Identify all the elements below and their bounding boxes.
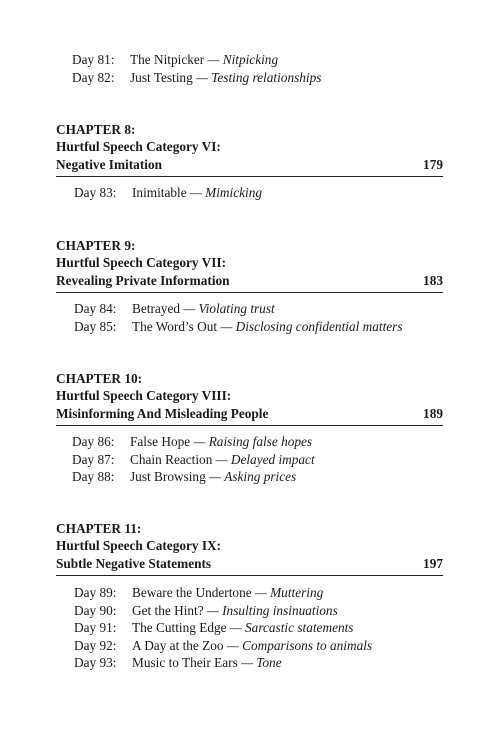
em-dash: — (206, 602, 219, 618)
chapter-title: Subtle Negative Statements (56, 555, 212, 571)
list-item (74, 654, 372, 672)
em-dash: — (226, 637, 239, 653)
em-dash: — (207, 52, 220, 67)
chapter-title-row (56, 405, 443, 426)
day-number: Day 90: (74, 602, 117, 618)
day-number: Day 92: (74, 637, 117, 653)
entry-description: Nitpicking (222, 52, 279, 67)
chapter-category: Hurtful Speech Category VIII: (56, 388, 232, 404)
chapter-label: CHAPTER 10: (56, 371, 143, 386)
chapter-title: Revealing Private Information (56, 272, 230, 288)
list-item (72, 69, 321, 87)
list-item (74, 184, 262, 202)
em-dash: — (241, 655, 253, 671)
list-item (74, 602, 372, 620)
em-dash: — (189, 185, 202, 200)
day-number: Day 87: (72, 451, 115, 467)
entry-title: The Nitpicker (130, 52, 205, 67)
list-item (72, 433, 315, 451)
chapter-title-row (56, 272, 443, 293)
em-dash: — (183, 301, 196, 316)
page-number: 179 (423, 156, 443, 172)
entry-title: Just Browsing (130, 469, 206, 485)
chapter-label: CHAPTER 9: (56, 238, 136, 253)
entry-description: Asking prices (224, 469, 297, 485)
entry-description: Violating trust (198, 301, 275, 316)
entry-title: Betrayed (132, 301, 180, 316)
page-number: 183 (423, 272, 443, 288)
list-item (74, 584, 372, 602)
day-list (72, 433, 315, 486)
em-dash: — (254, 585, 267, 600)
entry-title: Inimitable (132, 185, 187, 200)
entry-description: Comparisons to animals (242, 637, 373, 653)
chapter-title: Misinforming And Misleading People (56, 405, 269, 421)
entry-description: Insulting insinuations (222, 602, 338, 618)
em-dash: — (215, 451, 228, 467)
list-item (72, 468, 315, 486)
em-dash: — (220, 318, 233, 334)
chapter-heading (56, 370, 443, 426)
day-list (72, 51, 321, 86)
day-list (74, 584, 372, 672)
day-number: Day 86: (72, 434, 115, 449)
entry-title: A Day at the Zoo (132, 637, 224, 653)
entry-description: Muttering (270, 585, 324, 600)
list-item (72, 451, 315, 469)
chapter-category: Hurtful Speech Category VI: (56, 139, 221, 155)
entry-description: Delayed impact (230, 451, 315, 467)
entry-title: The Cutting Edge (132, 620, 227, 636)
em-dash: — (229, 620, 242, 636)
list-item (74, 619, 372, 637)
day-number: Day 83: (74, 185, 117, 200)
entry-title: False Hope (130, 434, 191, 449)
chapter-heading (56, 237, 443, 293)
page-number: 197 (423, 555, 443, 571)
entry-description: Raising false hopes (208, 434, 313, 449)
day-number: Day 81: (72, 52, 115, 67)
chapter-category: Hurtful Speech Category IX: (56, 538, 222, 554)
chapter-heading (56, 121, 443, 177)
entry-description: Testing relationships (211, 69, 322, 85)
chapter-heading (56, 520, 443, 576)
chapter-category: Hurtful Speech Category VII: (56, 255, 227, 271)
chapter-title: Negative Imitation (56, 156, 162, 172)
list-item (74, 318, 403, 336)
chapter-label: CHAPTER 11: (56, 521, 142, 536)
chapter-label: CHAPTER 8: (56, 122, 136, 137)
list-item (74, 300, 403, 318)
chapter-title-row (56, 555, 443, 576)
day-list (74, 300, 403, 335)
chapter-title-row (56, 156, 443, 177)
day-number: Day 84: (74, 301, 117, 316)
entry-description: Mimicking (205, 185, 263, 200)
day-number: Day 91: (74, 620, 117, 636)
em-dash: — (196, 69, 208, 85)
day-number: Day 88: (72, 469, 115, 485)
entry-title: Beware the Undertone (132, 585, 252, 600)
page-number: 189 (423, 405, 443, 421)
day-list (74, 184, 262, 202)
day-number: Day 89: (74, 585, 117, 600)
day-number: Day 93: (74, 655, 117, 671)
entry-title: Chain Reaction (130, 451, 213, 467)
list-item (74, 637, 372, 655)
day-number: Day 85: (74, 318, 117, 334)
em-dash: — (193, 434, 206, 449)
entry-title: The Word’s Out (132, 318, 218, 334)
entry-title: Music to Their Ears (132, 655, 238, 671)
day-number: Day 82: (72, 69, 115, 85)
entry-title: Just Testing (130, 69, 193, 85)
entry-title: Get the Hint? (132, 602, 204, 618)
list-item (72, 51, 321, 69)
entry-description: Sarcastic statements (245, 620, 354, 636)
entry-description: Disclosing confidential matters (235, 318, 403, 334)
em-dash: — (209, 469, 221, 485)
entry-description: Tone (256, 655, 282, 671)
